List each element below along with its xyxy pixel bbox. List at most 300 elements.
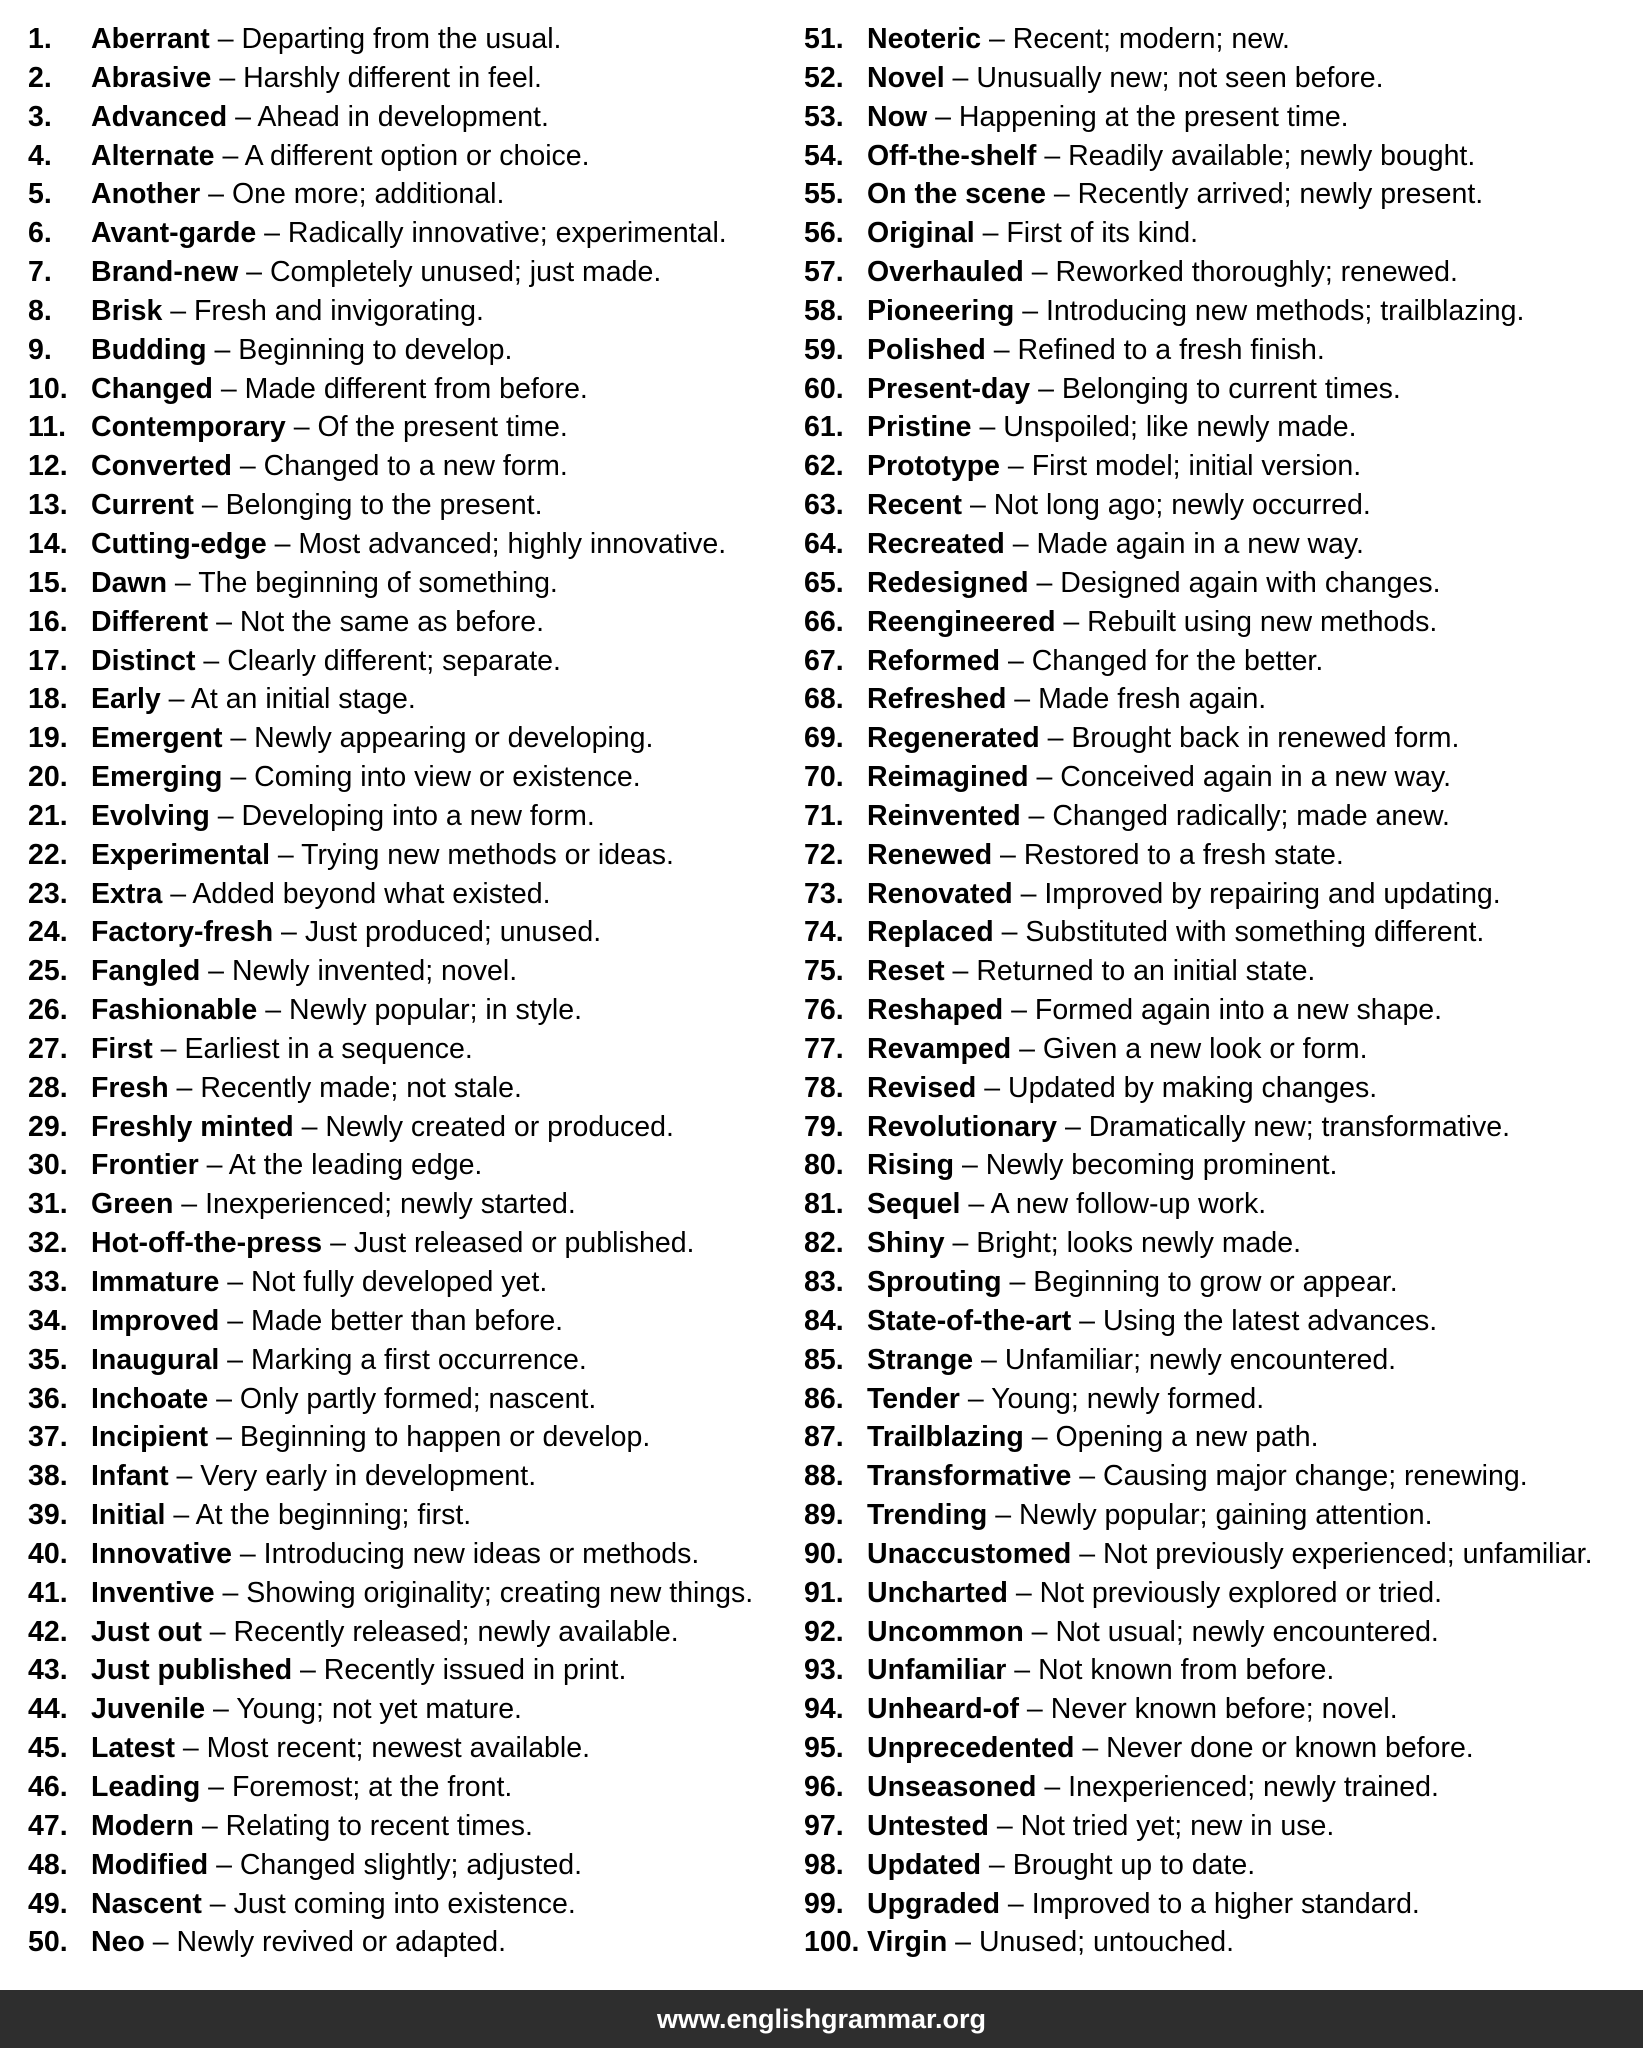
entry-number: 35.: [28, 1343, 68, 1376]
entry-number: 43.: [28, 1654, 68, 1687]
entry-separator: –: [927, 100, 959, 133]
entry-word: Off-the-shelf: [867, 139, 1037, 172]
entry-definition: Not known from before.: [1038, 1654, 1335, 1687]
entry-word: Sequel: [867, 1188, 961, 1221]
list-item: [804, 1380, 1639, 1419]
entry-number: 89.: [804, 1499, 844, 1532]
list-item: [28, 447, 788, 486]
entry-separator: –: [212, 372, 245, 405]
entry-word: Reimagined: [867, 761, 1029, 794]
entry-number: 2.: [28, 61, 52, 94]
entry-separator: –: [231, 1537, 264, 1570]
entry-definition: Substituted with something different.: [1025, 916, 1485, 949]
entry-definition: Relating to recent times.: [225, 1809, 533, 1842]
list-item: [28, 836, 788, 875]
entry-definition: Using the latest advances.: [1102, 1304, 1438, 1337]
entry-definition: Made fresh again.: [1038, 683, 1267, 716]
entry-separator: –: [200, 178, 232, 211]
entry-number: 44.: [28, 1693, 68, 1726]
list-item: [804, 913, 1639, 952]
entry-separator: –: [160, 683, 191, 716]
entry-word: Cutting-edge: [91, 527, 267, 560]
list-item: [28, 408, 788, 447]
entry-separator: –: [200, 955, 232, 988]
entry-separator: –: [1071, 1537, 1103, 1570]
entry-definition: Given a new look or form.: [1042, 1032, 1368, 1065]
entry-word: Freshly minted: [91, 1110, 294, 1143]
list-item: [804, 1885, 1639, 1924]
list-item: [28, 59, 788, 98]
entry-definition: Unusually new; not seen before.: [976, 61, 1384, 94]
entry-separator: –: [209, 799, 242, 832]
entry-word: Green: [91, 1188, 174, 1221]
entry-separator: –: [1020, 799, 1053, 832]
entry-separator: –: [1030, 372, 1062, 405]
entry-separator: –: [944, 955, 977, 988]
entry-definition: Belonging to current times.: [1061, 372, 1401, 405]
entry-word: State-of-the-art: [867, 1304, 1072, 1337]
entry-word: Replaced: [867, 916, 994, 949]
entry-definition: Ahead in development.: [257, 100, 549, 133]
list-item: [804, 1030, 1639, 1069]
entry-word: Changed: [91, 372, 213, 405]
entry-word: Redesigned: [867, 566, 1029, 599]
list-item: [804, 719, 1639, 758]
entry-definition: Inexperienced; newly trained.: [1068, 1770, 1439, 1803]
entry-number: 37.: [28, 1421, 68, 1454]
entry-separator: –: [273, 916, 305, 949]
entry-number: 75.: [804, 955, 844, 988]
list-item: [804, 797, 1639, 836]
list-item: [28, 952, 788, 991]
entry-number: 4.: [28, 139, 52, 172]
entry-separator: –: [947, 1926, 979, 1959]
list-item: [28, 292, 788, 331]
list-item: [28, 1302, 788, 1341]
entry-separator: –: [1055, 605, 1088, 638]
entry-definition: Not the same as before.: [239, 605, 545, 638]
list-item: [28, 913, 788, 952]
entry-definition: First model; initial version.: [1031, 450, 1362, 483]
entry-separator: –: [227, 100, 258, 133]
entry-number: 40.: [28, 1537, 68, 1570]
entry-definition: Beginning to develop.: [238, 333, 513, 366]
entry-word: Innovative: [91, 1537, 232, 1570]
entry-separator: –: [168, 1071, 201, 1104]
entry-word: Experimental: [91, 838, 270, 871]
entry-number: 57.: [804, 256, 844, 289]
entry-word: Inchoate: [91, 1382, 209, 1415]
entry-definition: A new follow-up work.: [990, 1188, 1267, 1221]
entry-word: Prototype: [867, 450, 1001, 483]
entry-word: Revamped: [867, 1032, 1012, 1065]
entry-separator: –: [1045, 178, 1078, 211]
entry-number: 67.: [804, 644, 844, 677]
list-item: [804, 1613, 1639, 1652]
entry-definition: Bright; looks newly made.: [976, 1227, 1302, 1260]
entry-number: 69.: [804, 722, 844, 755]
list-item: [28, 1069, 788, 1108]
entry-word: Fangled: [91, 955, 201, 988]
entry-definition: Not fully developed yet.: [250, 1266, 548, 1298]
entry-definition: Recently arrived; newly present.: [1077, 178, 1484, 211]
entry-number: 66.: [804, 605, 844, 638]
entry-definition: Of the present time.: [317, 411, 568, 444]
entry-word: Contemporary: [91, 411, 286, 444]
entry-word: Revised: [867, 1071, 977, 1104]
list-item: [804, 1768, 1639, 1807]
entry-separator: –: [162, 294, 194, 327]
list-item: [804, 875, 1639, 914]
list-item: [28, 1108, 788, 1147]
entry-number: 16.: [28, 605, 68, 638]
entry-number: 76.: [804, 994, 844, 1027]
entry-definition: Returned to an initial state.: [976, 955, 1316, 988]
entry-definition: Conceived again in a new way.: [1060, 761, 1452, 794]
entry-separator: –: [292, 1654, 324, 1687]
entry-definition: Newly becoming prominent.: [985, 1149, 1338, 1182]
entry-number: 54.: [804, 139, 844, 172]
entry-word: Emerging: [91, 761, 223, 794]
entry-separator: –: [238, 256, 270, 289]
list-item: [804, 1807, 1639, 1846]
list-item: [804, 486, 1639, 525]
entry-number: 3.: [28, 100, 52, 133]
entry-number: 49.: [28, 1887, 68, 1920]
entry-separator: –: [211, 61, 244, 94]
entry-separator: –: [193, 489, 226, 522]
entry-separator: –: [193, 1809, 226, 1842]
list-item: [804, 1457, 1639, 1496]
list-item: [804, 952, 1639, 991]
entry-word: Nascent: [91, 1887, 202, 1920]
entry-separator: –: [208, 1848, 240, 1881]
entry-definition: Newly popular; gaining attention.: [1019, 1499, 1433, 1532]
entry-definition: Marking a first occurrence.: [250, 1343, 587, 1376]
entry-definition: Completely unused; just made.: [269, 256, 662, 289]
list-item: [28, 1380, 788, 1419]
entry-number: 62.: [804, 450, 844, 483]
entry-number: 7.: [28, 256, 52, 289]
entry-number: 27.: [28, 1032, 68, 1065]
list-item: [28, 1846, 788, 1885]
entry-separator: –: [1074, 1732, 1107, 1765]
entry-definition: Opening a new path.: [1055, 1421, 1319, 1454]
entry-word: Sprouting: [867, 1266, 1002, 1298]
entry-definition: Unfamiliar; newly encountered.: [1004, 1343, 1397, 1376]
list-item: [804, 1418, 1639, 1457]
entry-definition: Recent; modern; new.: [1012, 23, 1290, 55]
entry-definition: Beginning to grow or appear.: [1033, 1266, 1398, 1298]
entry-word: Immature: [91, 1266, 220, 1298]
entry-separator: –: [222, 761, 255, 794]
entry-word: Transformative: [867, 1460, 1072, 1493]
entry-definition: A different option or choice.: [244, 139, 590, 172]
entry-definition: Departing from the usual.: [241, 23, 562, 55]
entry-number: 82.: [804, 1227, 844, 1260]
list-item: [28, 1418, 788, 1457]
entry-separator: –: [256, 217, 288, 250]
list-item: [28, 525, 788, 564]
entry-separator: –: [1036, 1770, 1069, 1803]
list-item: [804, 331, 1639, 370]
entry-definition: Developing into a new form.: [241, 799, 595, 832]
entry-word: Rising: [867, 1149, 955, 1182]
entry-separator: –: [1071, 1304, 1103, 1337]
entry-separator: –: [174, 1732, 207, 1765]
entry-word: Initial: [91, 1499, 166, 1532]
list-item: [28, 680, 788, 719]
entry-separator: –: [954, 1149, 986, 1182]
entry-separator: –: [981, 1848, 1013, 1881]
entry-number: 23.: [28, 877, 68, 910]
entry-definition: Added beyond what existed.: [192, 877, 551, 910]
entry-word: Untested: [867, 1809, 989, 1842]
entry-definition: Restored to a fresh state.: [1023, 838, 1344, 871]
entry-definition: Coming into view or existence.: [254, 761, 641, 794]
list-item: [28, 20, 788, 59]
entry-separator: –: [195, 644, 228, 677]
entry-word: Incipient: [91, 1421, 209, 1454]
entry-number: 26.: [28, 994, 68, 1027]
entry-number: 51.: [804, 23, 844, 55]
entry-number: 14.: [28, 527, 68, 560]
entry-word: Current: [91, 489, 194, 522]
entry-separator: –: [1003, 994, 1035, 1027]
entry-separator: –: [201, 1615, 234, 1648]
entry-definition: Just produced; unused.: [304, 916, 602, 949]
entry-number: 30.: [28, 1149, 68, 1182]
list-item: [804, 1069, 1639, 1108]
entry-definition: Just coming into existence.: [233, 1887, 576, 1920]
list-item: [804, 98, 1639, 137]
entry-separator: –: [1023, 1421, 1056, 1454]
entry-number: 32.: [28, 1227, 68, 1260]
entry-separator: –: [201, 1887, 234, 1920]
list-item: [804, 175, 1639, 214]
footer-bar: [0, 1990, 1643, 2048]
entry-definition: Made again in a new way.: [1036, 527, 1364, 560]
entry-separator: –: [981, 23, 1013, 55]
entry-definition: Most advanced; highly innovative.: [298, 527, 727, 560]
entry-definition: Changed slightly; adjusted.: [239, 1848, 583, 1881]
entry-word: Strange: [867, 1343, 974, 1376]
entry-separator: –: [985, 333, 1018, 366]
entry-word: Modern: [91, 1809, 194, 1842]
entry-separator: –: [209, 23, 242, 55]
list-item: [28, 875, 788, 914]
entry-number: 5.: [28, 178, 52, 211]
entry-number: 50.: [28, 1926, 68, 1959]
list-item: [804, 253, 1639, 292]
entry-definition: Clearly different; separate.: [227, 644, 561, 677]
entry-word: Avant-garde: [91, 217, 257, 250]
entry-word: Refreshed: [867, 683, 1007, 716]
entry-number: 31.: [28, 1188, 68, 1221]
entry-word: Another: [91, 178, 201, 211]
entry-word: Original: [867, 217, 975, 250]
entry-definition: Dramatically new; transformative.: [1088, 1110, 1511, 1143]
list-item: [28, 137, 788, 176]
entry-separator: –: [173, 1188, 206, 1221]
list-item: [804, 370, 1639, 409]
entry-word: Early: [91, 683, 161, 716]
entry-separator: –: [962, 489, 994, 522]
entry-separator: –: [168, 1460, 201, 1493]
entry-number: 87.: [804, 1421, 844, 1454]
entry-definition: Brought up to date.: [1012, 1848, 1256, 1881]
entry-separator: –: [971, 411, 1004, 444]
entry-definition: Recently released; newly available.: [233, 1615, 679, 1648]
list-item: [28, 1574, 788, 1613]
entry-word: Frontier: [91, 1149, 199, 1182]
entry-word: Trending: [867, 1499, 988, 1532]
entry-word: Fashionable: [91, 994, 258, 1027]
entry-number: 55.: [804, 178, 844, 211]
list-item: [28, 719, 788, 758]
entry-number: 17.: [28, 644, 68, 677]
entry-separator: –: [1014, 294, 1046, 327]
entry-separator: –: [266, 527, 299, 560]
list-item: [28, 1224, 788, 1263]
entry-number: 12.: [28, 450, 68, 483]
entry-word: Unfamiliar: [867, 1654, 1007, 1687]
entry-separator: –: [167, 566, 199, 599]
entry-word: Polished: [867, 333, 986, 366]
list-item: [28, 486, 788, 525]
list-item: [804, 603, 1639, 642]
list-item: [804, 642, 1639, 681]
entry-word: Different: [91, 605, 209, 638]
list-item: [804, 447, 1639, 486]
entry-number: 34.: [28, 1304, 68, 1337]
entry-definition: Young; not yet mature.: [236, 1693, 522, 1726]
entry-word: Updated: [867, 1848, 981, 1881]
entry-definition: Changed for the better.: [1031, 644, 1324, 677]
entry-number: 92.: [804, 1615, 844, 1648]
list-item: [804, 525, 1639, 564]
list-item: [28, 98, 788, 137]
entry-number: 74.: [804, 916, 844, 949]
entry-number: 19.: [28, 722, 68, 755]
list-item: [804, 1185, 1639, 1224]
entry-word: Factory-fresh: [91, 916, 274, 949]
entry-definition: Improved to a higher standard.: [1031, 1887, 1420, 1920]
entry-separator: –: [1028, 761, 1061, 794]
list-item: [804, 564, 1639, 603]
entry-definition: Refined to a fresh finish.: [1017, 333, 1325, 366]
entry-separator: –: [1000, 1887, 1032, 1920]
entry-word: Now: [867, 100, 928, 133]
entry-number: 60.: [804, 372, 844, 405]
entry-definition: Unused; untouched.: [978, 1926, 1235, 1959]
entry-separator: –: [219, 1304, 251, 1337]
list-item: [804, 1302, 1639, 1341]
entry-definition: At an initial stage.: [190, 683, 416, 716]
entry-definition: Introducing new ideas or methods.: [263, 1537, 700, 1570]
entry-separator: –: [1019, 1693, 1051, 1726]
entry-word: First: [91, 1032, 153, 1065]
entry-separator: –: [993, 916, 1026, 949]
entry-definition: Recently made; not stale.: [200, 1071, 522, 1104]
entry-separator: –: [285, 411, 318, 444]
entry-definition: Not usual; newly encountered.: [1055, 1615, 1439, 1648]
entry-separator: –: [219, 1343, 251, 1376]
entry-definition: Improved by repairing and updating.: [1044, 877, 1501, 910]
entry-word: Trailblazing: [867, 1421, 1024, 1454]
entry-definition: Reworked thoroughly; renewed.: [1055, 256, 1458, 289]
entry-word: On the scene: [867, 178, 1046, 211]
entry-word: Renewed: [867, 838, 993, 871]
entry-separator: –: [960, 1188, 991, 1221]
entry-separator: –: [1006, 1654, 1039, 1687]
entry-separator: –: [992, 838, 1024, 871]
entry-definition: At the beginning; first.: [195, 1499, 472, 1532]
entry-number: 88.: [804, 1460, 844, 1493]
entry-word: Infant: [91, 1460, 169, 1493]
entry-number: 93.: [804, 1654, 844, 1687]
entry-word: Advanced: [91, 100, 228, 133]
list-item: [804, 836, 1639, 875]
entry-word: Upgraded: [867, 1887, 1001, 1920]
entry-separator: –: [208, 605, 240, 638]
entry-separator: –: [1000, 450, 1032, 483]
entry-number: 71.: [804, 799, 844, 832]
entry-number: 73.: [804, 877, 844, 910]
entry-word: Budding: [91, 333, 207, 366]
list-item: [28, 1185, 788, 1224]
entry-separator: –: [162, 877, 193, 910]
entry-separator: –: [165, 1499, 196, 1532]
entry-separator: –: [1000, 644, 1032, 677]
entry-word: Inventive: [91, 1576, 215, 1609]
list-item: [804, 1651, 1639, 1690]
entry-word: Neoteric: [867, 23, 982, 55]
entry-number: 52.: [804, 61, 844, 94]
entry-number: 36.: [28, 1382, 68, 1415]
entry-definition: Introducing new methods; trailblazing.: [1045, 294, 1525, 327]
entry-number: 9.: [28, 333, 52, 366]
entry-definition: Updated by making changes.: [1008, 1071, 1378, 1104]
entry-number: 100.: [804, 1926, 860, 1959]
entry-number: 20.: [28, 761, 68, 794]
entry-separator: –: [988, 1809, 1021, 1842]
entry-number: 64.: [804, 527, 844, 560]
entry-word: Aberrant: [91, 23, 210, 55]
entry-definition: Brought back in renewed form.: [1071, 722, 1460, 755]
entry-word: Distinct: [91, 644, 196, 677]
entry-separator: –: [1036, 139, 1069, 172]
entry-separator: –: [944, 1227, 977, 1260]
list-item: [28, 991, 788, 1030]
entry-separator: –: [1057, 1110, 1089, 1143]
entry-definition: Beginning to happen or develop.: [239, 1421, 651, 1454]
list-item: [804, 292, 1639, 331]
list-item: [804, 1729, 1639, 1768]
list-item: [28, 564, 788, 603]
entry-number: 1.: [28, 23, 52, 55]
entry-word: Recent: [867, 489, 963, 522]
entry-number: 24.: [28, 916, 68, 949]
entry-number: 48.: [28, 1848, 68, 1881]
entry-word: Evolving: [91, 799, 210, 832]
entry-separator: –: [973, 1343, 1005, 1376]
entry-number: 99.: [804, 1887, 844, 1920]
entry-number: 72.: [804, 838, 844, 871]
entry-word: Leading: [91, 1770, 201, 1803]
entry-number: 94.: [804, 1693, 844, 1726]
list-item: [804, 1224, 1639, 1263]
